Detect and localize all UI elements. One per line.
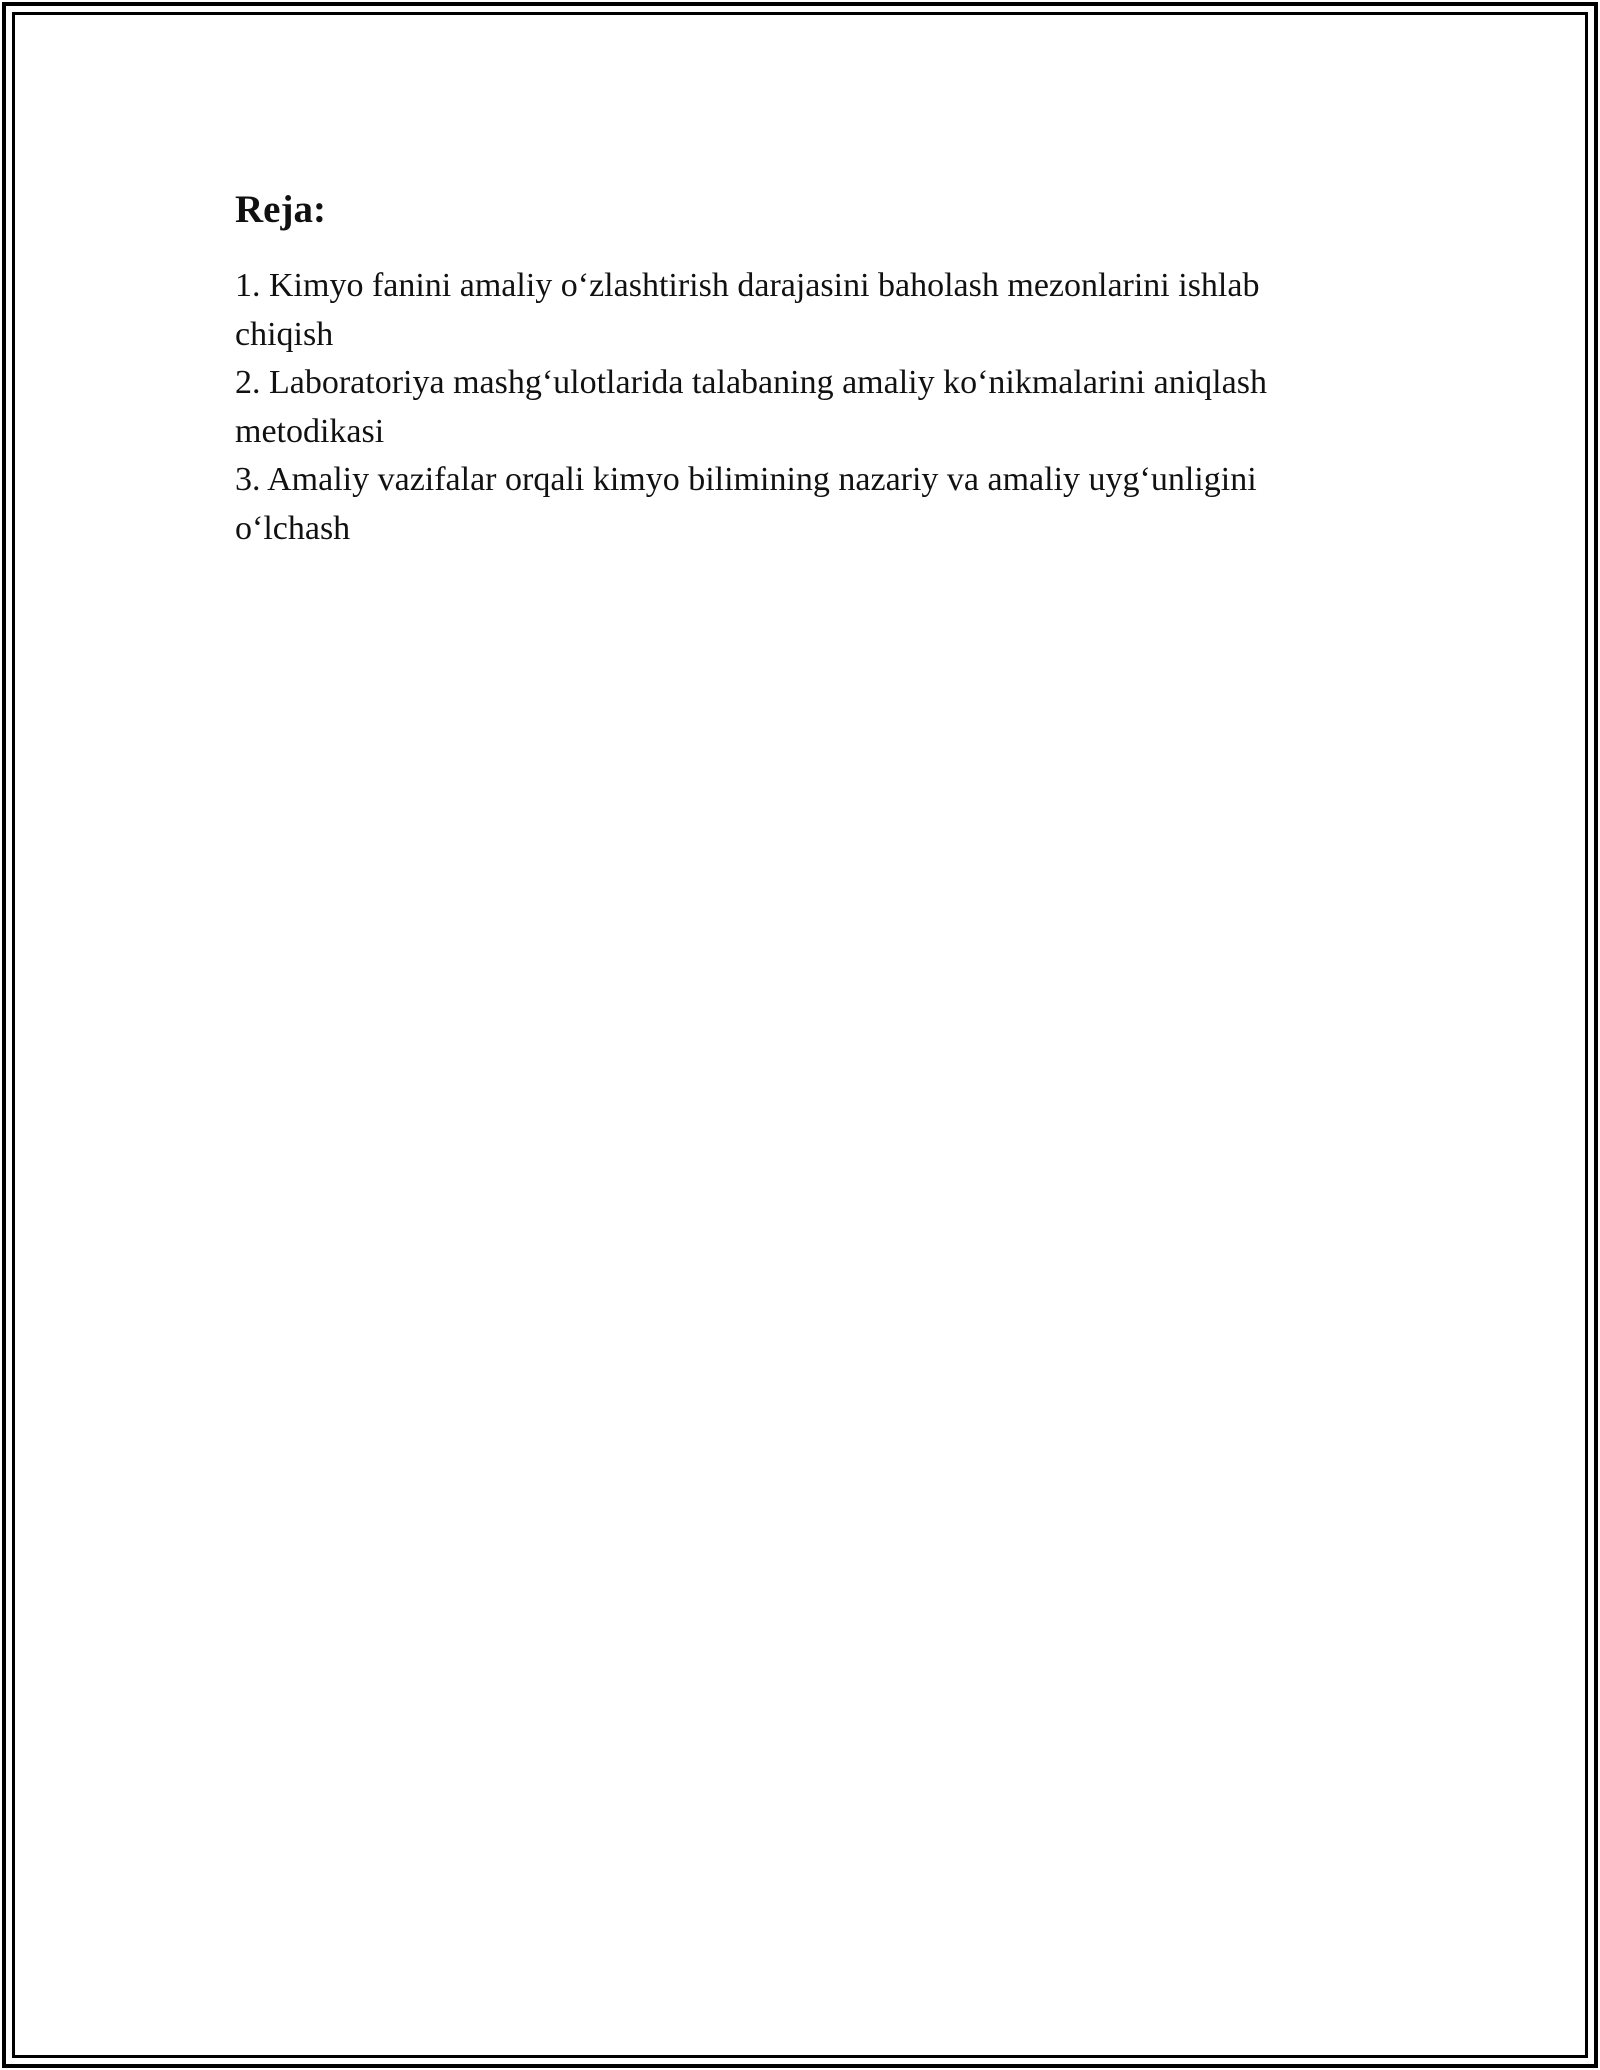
plan-list (235, 262, 1365, 553)
document-body (235, 186, 1365, 553)
plan-heading: Reja: (235, 188, 326, 231)
plan-item-2: 2. Laboratoriya mashg‘ulotlarida talabaning amaliy ko‘nikmalarini aniqlash metodikasi (235, 364, 1267, 450)
plan-item-3: 3. Amaliy vazifalar orqali kimyo bilimining nazariy va amaliy uyg‘unligini o‘lchash (235, 461, 1257, 547)
plan-item-1: 1. Kimyo fanini amaliy o‘zlashtirish darajasini baholash mezonlarini ishlab chiqish (235, 267, 1260, 353)
